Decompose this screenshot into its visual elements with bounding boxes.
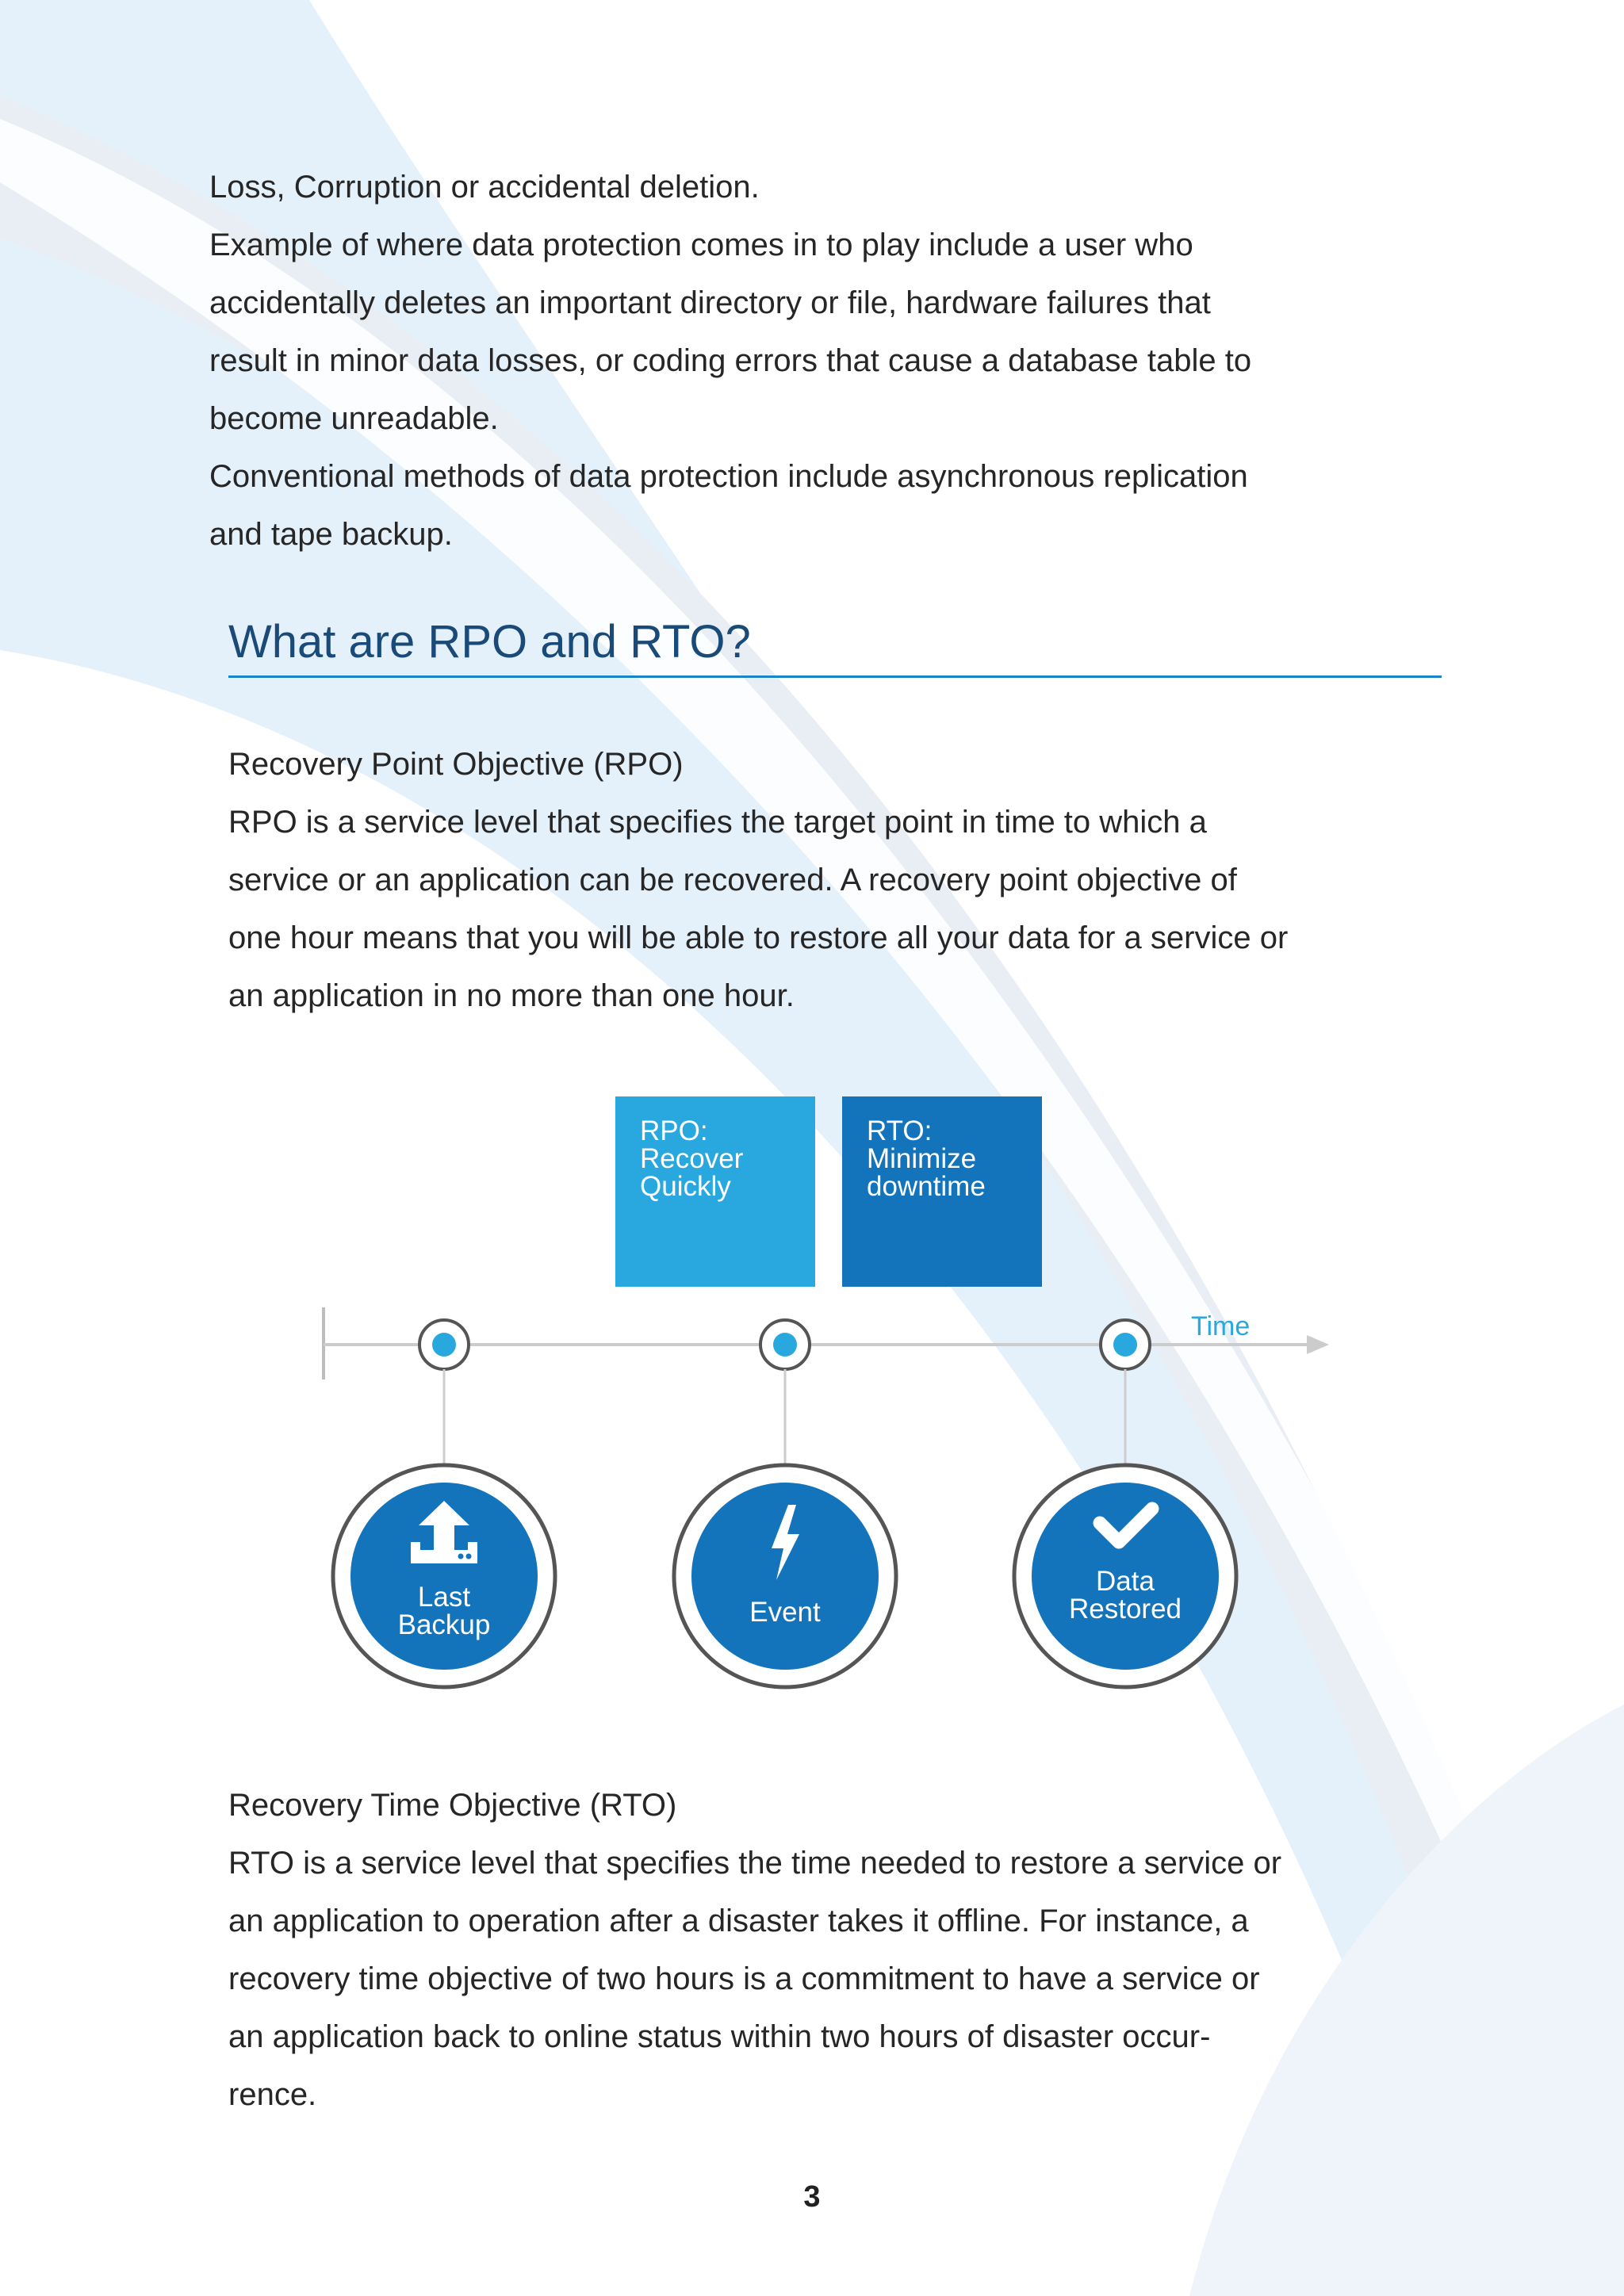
data-restored-label: Data: [1096, 1566, 1155, 1597]
rto-box: [842, 1096, 1042, 1287]
text-line: an application to operation after a disaster takes it offline. For instance, a: [228, 1904, 1249, 1938]
rto-box-title: RTO:: [867, 1115, 933, 1146]
data-restored-node: [1014, 1465, 1236, 1687]
rto-subheading: Recovery Time Objective (RTO): [228, 1788, 677, 1823]
timeline-marker: [760, 1320, 810, 1465]
text-line: Conventional methods of data protection include asynchronous replication: [209, 459, 1248, 494]
rpo-subheading: Recovery Point Objective (RPO): [228, 747, 684, 782]
last-backup-label: Last: [417, 1582, 471, 1613]
time-label: Time: [1191, 1311, 1251, 1341]
text-line: Loss, Corruption or accidental deletion.: [209, 170, 760, 205]
rpo-box: [615, 1096, 815, 1287]
text-line: an application in no more than one hour.: [228, 978, 795, 1013]
rto-box-line: Minimize: [867, 1143, 977, 1174]
rpo-box-title: RPO:: [640, 1115, 708, 1146]
text-line: an application back to online status within two hours of disaster occur-: [228, 2019, 1211, 2054]
text-line: result in minor data losses, or coding errors that cause a database table to: [209, 343, 1252, 378]
text-line: service or an application can be recovered. A recovery point objective of: [228, 863, 1237, 897]
rpo-box-line: Recover: [640, 1143, 744, 1174]
last-backup-label: Backup: [397, 1609, 491, 1640]
rpo-box-line: Quickly: [640, 1171, 731, 1202]
rto-paragraph: [228, 1777, 1281, 2124]
timeline-marker: [1101, 1320, 1150, 1465]
text-line: and tape backup.: [209, 517, 453, 552]
timeline-arrow-icon: [1307, 1335, 1329, 1354]
text-line: accidentally deletes an important directory or file, hardware failures that: [209, 285, 1211, 320]
text-line: Example of where data protection comes in to play include a user who: [209, 228, 1193, 262]
section-heading: What are RPO and RTO?: [228, 609, 1442, 678]
text-line: RPO is a service level that specifies the target point in time to which a: [228, 805, 1207, 840]
event-node: [674, 1465, 896, 1687]
text-line: RTO is a service level that specifies the time needed to restore a service or: [228, 1846, 1282, 1881]
text-line: rence.: [228, 2077, 317, 2112]
event-label: Event: [749, 1597, 821, 1628]
text-line: recovery time objective of two hours is a commitment to have a service or: [228, 1961, 1260, 1996]
data-restored-label: Restored: [1068, 1594, 1182, 1624]
text-line: become unreadable.: [209, 401, 499, 436]
timeline-marker: [419, 1320, 469, 1465]
page-number: 3: [803, 2180, 821, 2214]
rto-box-line: downtime: [867, 1171, 986, 1202]
text-line: one hour means that you will be able to restore all your data for a service or: [228, 920, 1289, 955]
last-backup-node: [333, 1465, 555, 1687]
